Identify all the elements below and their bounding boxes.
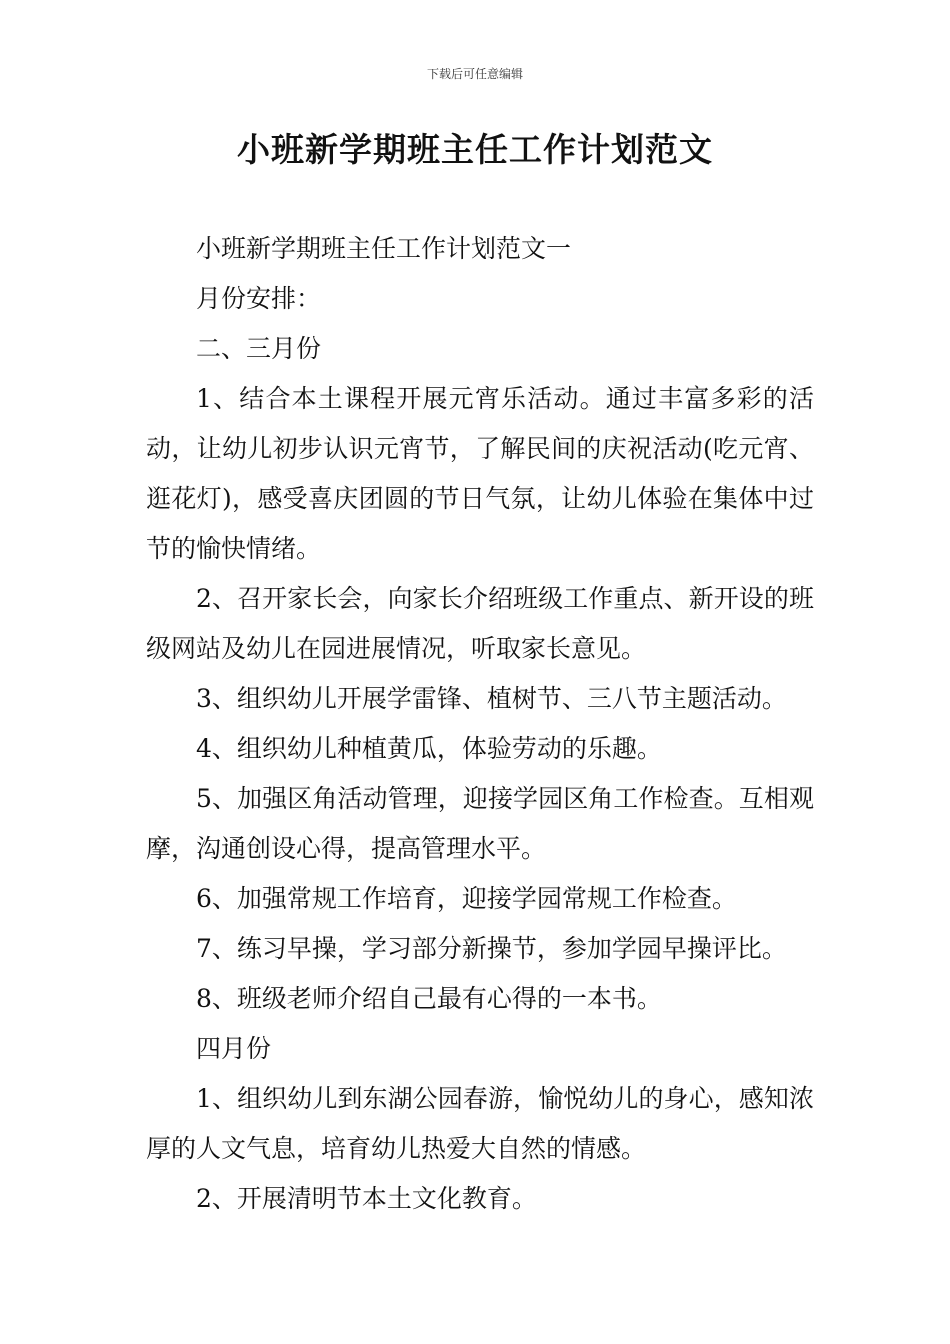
document-body — [146, 224, 814, 1224]
april-item-1: 1、组织幼儿到东湖公园春游，愉悦幼儿的身心，感知浓厚的人文气息，培育幼儿热爱大自然的情感。 — [146, 1084, 814, 1163]
plan-item-3: 3、组织幼儿开展学雷锋、植树节、三八节主题活动。 — [196, 684, 787, 713]
plan-item-5: 5、加强区角活动管理，迎接学园区角工作检查。互相观摩，沟通创设心得，提高管理水平。 — [146, 784, 814, 863]
plan-item-7: 7、练习早操，学习部分新操节，参加学园早操评比。 — [196, 934, 787, 963]
april-item-2: 2、开展清明节本土文化教育。 — [196, 1184, 537, 1213]
section-heading-april: 四月份 — [196, 1034, 272, 1063]
subtitle-paragraph: 小班新学期班主任工作计划范文一 — [196, 234, 572, 263]
plan-item-2: 2、召开家长会，向家长介绍班级工作重点、新开设的班级网站及幼儿在园进展情况，听取家长意见。 — [146, 584, 814, 663]
plan-item-6: 6、加强常规工作培育，迎接学园常规工作检查。 — [196, 884, 737, 913]
header-note: 下载后可任意编辑 — [426, 67, 523, 81]
plan-item-1: 1、结合本土课程开展元宵乐活动。通过丰富多彩的活动，让幼儿初步认识元宵节，了解民间的庆祝活动(吃元宵、逛花灯)，感受喜庆团圆的节日气氛，让幼儿体验在集体中过节的愉快情绪。 — [146, 384, 814, 563]
document-title: 小班新学期班主任工作计划范文 — [237, 130, 713, 169]
plan-item-8: 8、班级老师介绍自己最有心得的一本书。 — [196, 984, 662, 1013]
section-heading-feb-mar: 二、三月份 — [196, 334, 322, 363]
section-heading-month-schedule: 月份安排： — [196, 284, 322, 313]
plan-item-4: 4、组织幼儿种植黄瓜，体验劳动的乐趣。 — [196, 734, 662, 763]
